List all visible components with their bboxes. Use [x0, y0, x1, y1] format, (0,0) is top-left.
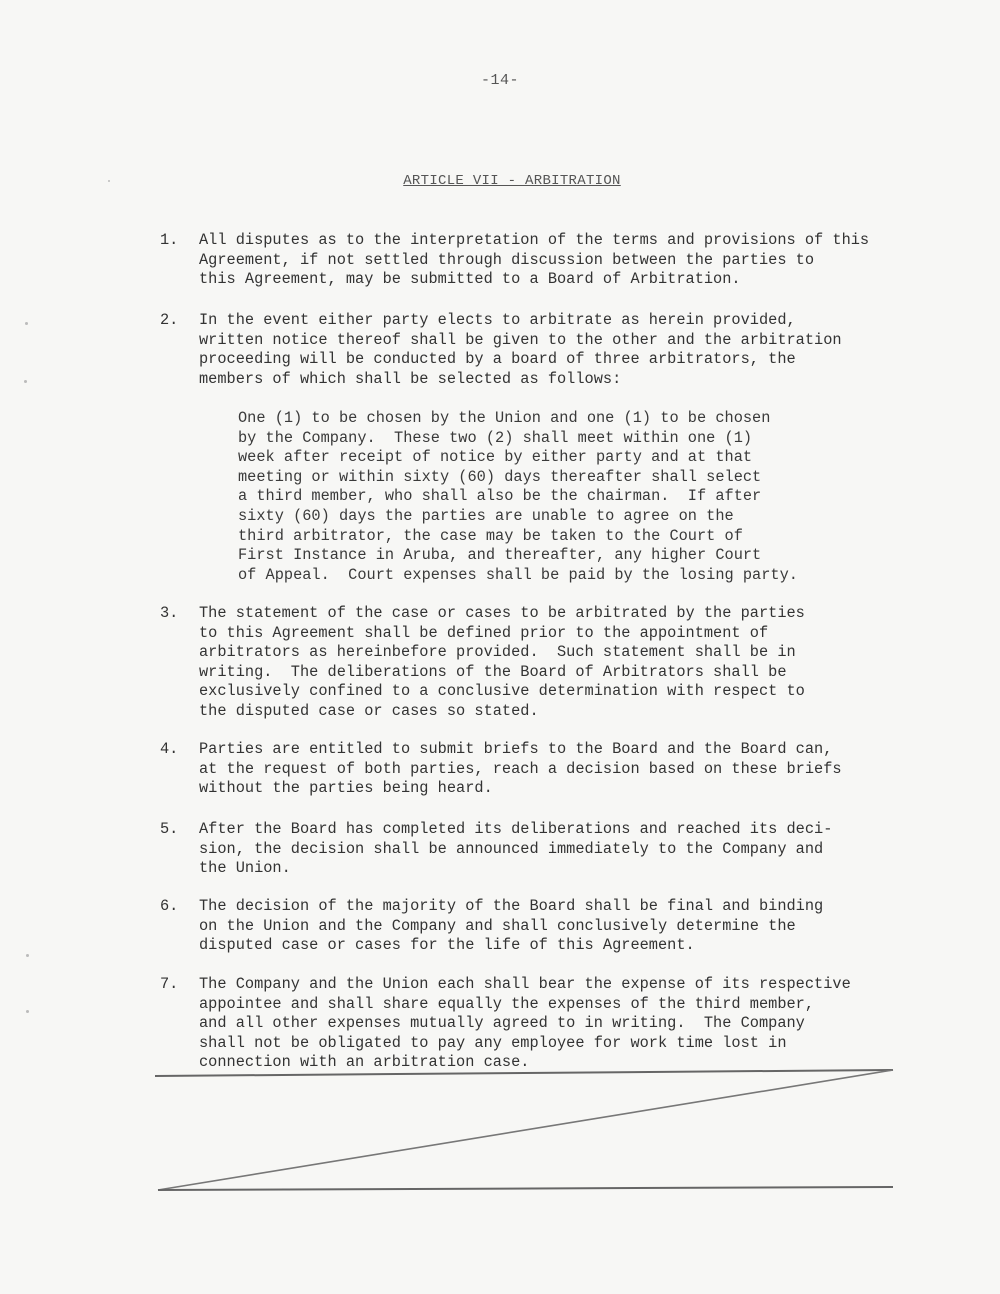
clause-text: The statement of the case or cases to be arbitrated by the parties to this Agreement shall be defined prior to the appointment of arbitrators as hereinbefore provided. Such statement shall be in writing. The deliberations of the Board of Arbitrators shall be exclusively confined to a conclusive determination with respect to the disputed case or cases so stated.	[199, 604, 805, 720]
article-title: ARTICLE VII - ARBITRATION	[403, 173, 621, 189]
clause-text: The Company and the Union each shall bear the expense of its respective appointee and shall share equally the expenses of the third member, and all other expenses mutually agreed to in writing. The Company shall not be obligated to pay any employee for work time lost in connection with an arbitration case.	[199, 975, 851, 1072]
scan-speck	[26, 1010, 29, 1013]
scan-speck	[24, 380, 27, 383]
clause-number: 4.	[160, 740, 179, 758]
clause-text: In the event either party elects to arbitrate as herein provided, written notice thereof shall be given to the other and the arbitration proceeding will be conducted by a board of three arbitrators, the members of which shall be selected as follows:	[199, 311, 842, 388]
clause-number: 6.	[160, 897, 179, 915]
clause-number: 2.	[160, 311, 179, 329]
clause-number: 1.	[160, 231, 179, 249]
clause-number: 5.	[160, 820, 179, 838]
clause-text: The decision of the majority of the Board shall be final and binding on the Union and the Company and shall conclusively determine the disputed case or cases for the life of this Agreement.	[199, 897, 824, 955]
scan-speck	[26, 954, 29, 957]
page-number: -14-	[480, 72, 519, 89]
scan-speck	[25, 322, 28, 325]
scan-speck	[108, 180, 110, 182]
clause-number: 3.	[160, 604, 179, 622]
clause-text: Parties are entitled to submit briefs to the Board and the Board can, at the request of both parties, reach a decision based on these briefs without the parties being heard.	[199, 740, 842, 798]
clause-text: All disputes as to the interpretation of the terms and provisions of this Agreement, if not settled through discussion between the parties to this Agreement, may be submitted to a Board of Arbitration.	[199, 231, 870, 289]
arbitrator-selection-paragraph: One (1) to be chosen by the Union and one (1) to be chosen by the Company. These two (2) shall meet within one (1) week after receipt of notice by either party and at that meeting or within sixty (60) days thereafter shall select a third member, who shall also be the chairman. If after sixty (60) days the parties are unable to agree on the third arbitrator, the case may be taken to the Court of First Instance in Aruba, and thereafter, any higher Court of Appeal. Court expenses shall be paid by the losing party.	[238, 409, 798, 584]
clause-number: 7.	[160, 975, 179, 993]
clause-text: After the Board has completed its deliberations and reached its deci- sion, the decision shall be announced immediately to the Company and the Union.	[199, 820, 833, 878]
